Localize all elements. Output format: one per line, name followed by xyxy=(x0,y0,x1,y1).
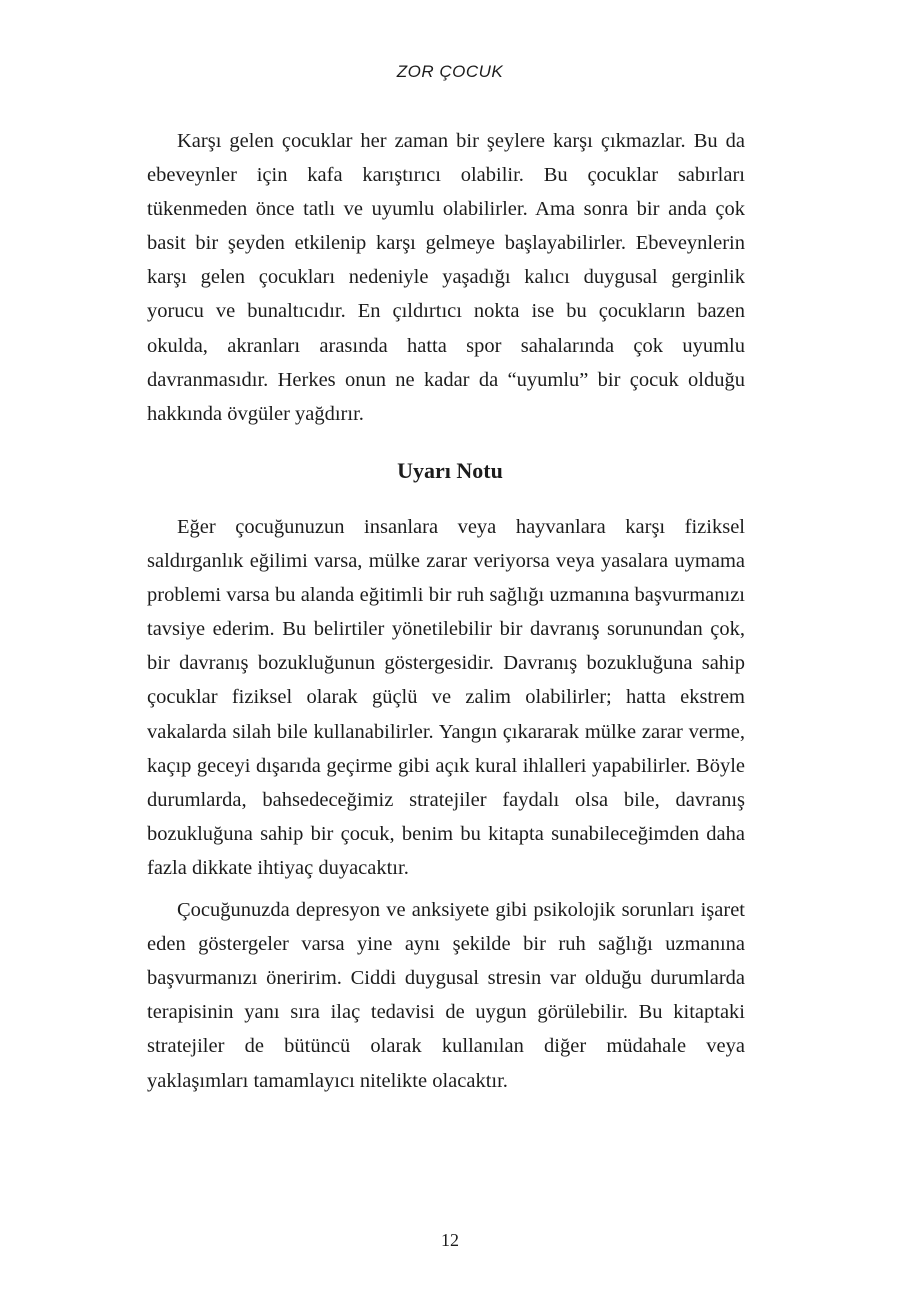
warning-paragraph-2: Çocuğunuzda depresyon ve anksiyete gibi psikolojik sorunları işaret eden göstergeler varsa yine aynı şekilde bir ruh sağlığı uzmanına başvurmanızı öneririm. Ciddi duygusal stresin var olduğu durumlarda terapisinin yanı sıra ilaç tedavisi de uygun görülebilir. Bu kitaptaki stratejiler de bütüncü olarak kullanılan diğer müdahale veya yaklaşımları tamamlayıcı nitelikte olacaktır. xyxy=(147,899,745,1092)
warning-text-block xyxy=(147,510,745,1098)
running-head: ZOR ÇOCUK xyxy=(396,62,504,81)
intro-text-block xyxy=(147,124,745,431)
warning-paragraph-1: Eğer çocuğunuzun insanlara veya hayvanlara karşı fiziksel saldırganlık eğilimi varsa, mülke zarar veriyorsa veya yasalara uymama problemi varsa bu alanda eğitimli bir ruh sağlığı uzmanına başvurmanızı tavsiye ederim. Bu belirtiler yönetilebilir bir davranış sorunundan çok, bir davranış bozukluğunun göstergesidir. Davranış bozukluğuna sahip çocuklar fiziksel olarak güçlü ve zalim olabilirler; hatta ekstrem vakalarda silah bile kullanabilirler. Yangın çıkararak mülke zarar verme, kaçıp geceyi dışarıda geçirme gibi açık kural ihlalleri yapabilirler. Böyle durumlarda, bahsedeceğimiz stratejiler faydalı olsa bile, davranış bozukluğuna sahip bir çocuk, benim bu kitapta sunabileceğimden daha fazla dikkate ihtiyaç duyacaktır. xyxy=(147,516,745,879)
page-number: 12 xyxy=(441,1230,459,1250)
section-heading: Uyarı Notu xyxy=(397,458,503,483)
intro-paragraph: Karşı gelen çocuklar her zaman bir şeylere karşı çıkmazlar. Bu da ebeveynler için kafa karıştırıcı olabilir. Bu çocuklar sabırları tükenmeden önce tatlı ve uyumlu olabilirler. Ama sonra bir anda çok basit bir şeyden etkilenip karşı gelmeye başlayabilirler. Ebeveynlerin karşı gelen çocukları nedeniyle yaşadığı kalıcı duygusal gerginlik yorucu ve bunaltıcıdır. En çıldırtıcı nokta ise bu çocukların bazen okulda, akranları arasında hatta spor sahalarında çok uyumlu davranmasıdır. Herkes onun ne kadar da “uyumlu” bir çocuk olduğu hakkında övgüler yağdırır. xyxy=(147,130,745,425)
